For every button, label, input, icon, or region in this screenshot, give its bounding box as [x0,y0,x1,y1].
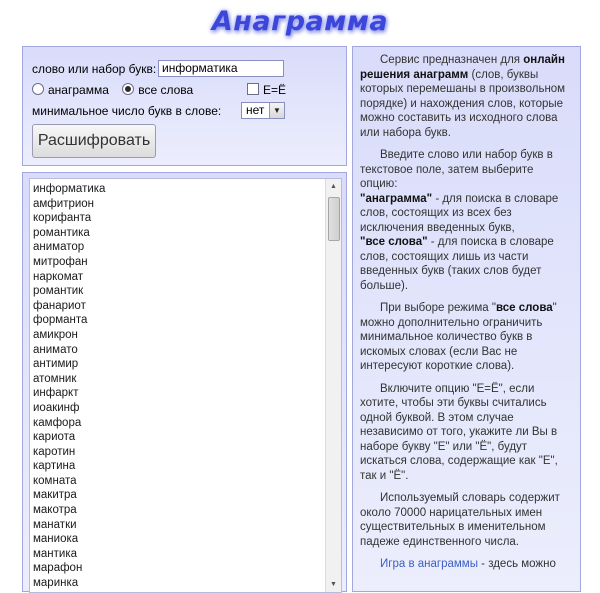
result-word[interactable]: мантика [33,547,78,560]
page-title: Анаграмма [211,6,389,37]
result-word[interactable]: камфора [33,416,82,429]
radio-all-words[interactable] [122,83,134,95]
word-input[interactable]: информатика [158,60,284,77]
result-word[interactable]: инфаркт [33,387,79,400]
result-word[interactable]: макитра [33,489,77,502]
result-word[interactable]: маниока [33,533,79,546]
ee-label: Е=Ё [263,83,287,97]
result-word[interactable]: фанариот [33,299,86,312]
result-word[interactable]: каротин [33,445,76,458]
result-word[interactable]: анимато [33,343,78,356]
info-text [360,53,568,580]
result-word[interactable]: корифанта [33,212,92,225]
min-letters-label: минимальное число букв в слове: [32,104,222,118]
result-word[interactable]: амфитрион [33,197,95,210]
result-word[interactable]: атомник [33,372,77,385]
scroll-down-icon[interactable]: ▼ [330,581,337,588]
min-letters-select[interactable] [241,102,285,119]
result-word[interactable]: антимир [33,358,79,371]
scroll-thumb[interactable] [328,197,340,241]
result-word[interactable]: романтик [33,285,84,298]
ee-option[interactable] [247,83,286,97]
results-list-box[interactable] [29,178,342,593]
results-list [30,179,341,591]
info-paragraph-3: При выборе режима "все слова" можно дополнительно ограничить минимальное количество букв в искомых словах (если Вас не интересуют короткие слова). [360,302,557,372]
ee-checkbox[interactable] [247,83,259,95]
info-paragraph-2: Введите слово или набор букв в текстовое поле, затем выберите опцию: [360,149,553,190]
mode-row [32,83,193,97]
mode-anagram-label: анаграмма [48,83,109,97]
anagram-game-link[interactable]: Игра в анаграммы [380,558,478,570]
mode-anagram-option[interactable] [32,83,112,97]
min-letters-value: нет [246,103,265,117]
word-row [32,62,156,76]
result-word[interactable]: маринка [33,577,79,590]
word-label: слово или набор букв: [32,62,157,76]
result-word[interactable]: информатика [33,183,106,195]
info-option-allwords: "все слова" - для поиска в словаре слов, состоящих лишь из части введенных букв (таких слов будет больше). [360,236,554,292]
result-word[interactable]: амикрон [33,328,78,341]
search-form-panel [22,46,347,166]
scroll-up-icon[interactable]: ▲ [330,183,337,190]
info-option-anagram: "анаграмма" - для поиска в словаре слов, состоящих из всех без исключения введенных букв, [360,192,559,234]
info-paragraph-4: Включите опцию "Е=Ё", если хотите, чтобы эти буквы считались одной буквой. В этом случае независимо от того, укажите ли Вы в наборе букву "Е" или "Ё", будут искаться слова, содержащие как "Е", так и "Ё". [360,382,558,482]
chevron-down-icon[interactable]: ▼ [269,103,284,118]
result-word[interactable]: макотра [33,504,77,517]
decode-button[interactable]: Расшифровать [32,124,156,158]
result-word[interactable]: картина [33,460,76,473]
mode-allwords-option[interactable] [122,83,193,97]
results-panel [22,172,347,592]
result-word[interactable]: аниматор [33,241,85,254]
min-letters-row [32,104,221,118]
result-word[interactable]: манатки [33,518,77,531]
result-word[interactable]: иоакинф [33,401,80,414]
results-scrollbar[interactable] [325,179,341,592]
result-word[interactable]: наркомат [33,270,84,283]
info-paragraph-1: Сервис предназначен для онлайн решения анаграмм (слов, буквы которых перемешаны в произвольном порядке) и нахождения слов, которые можно составить из исходного слова или набора букв. [360,54,566,139]
radio-anagram[interactable] [32,83,44,95]
result-word[interactable]: митрофан [33,255,88,268]
mode-allwords-label: все слова [138,83,194,97]
result-word[interactable]: комната [33,474,77,487]
result-word[interactable]: марафон [33,562,83,575]
info-paragraph-6: Игра в анаграммы - здесь можно [380,558,556,570]
result-word[interactable]: кариота [33,431,76,444]
info-paragraph-5: Используемый словарь содержит около 70000 нарицательных имен существительных в именительном падеже единственного числа. [360,492,560,548]
result-word[interactable]: романтика [33,226,90,239]
result-word[interactable]: форманта [33,314,88,327]
info-panel [352,46,581,592]
